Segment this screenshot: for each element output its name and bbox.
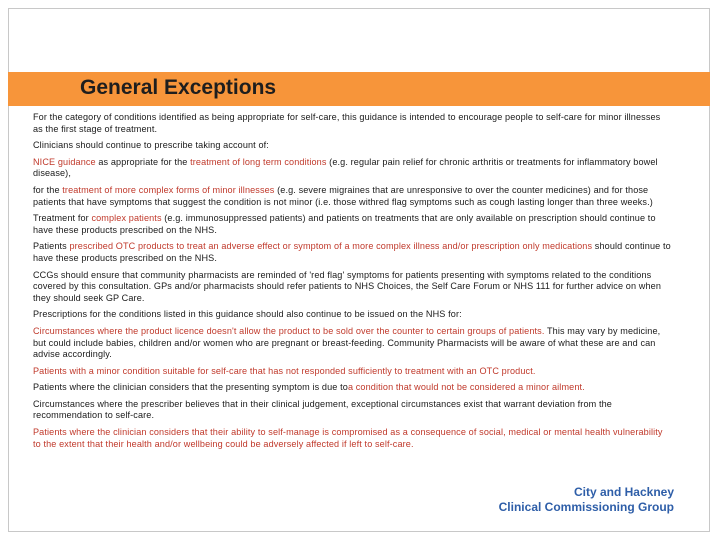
not-minor-item bbox=[33, 382, 671, 394]
otc-adverse-item bbox=[33, 241, 671, 264]
otc-adverse-text: prescribed OTC products to treat an adverse effect or symptom of a more complex illness and/or prescription only medications bbox=[69, 241, 593, 252]
slide-title: General Exceptions bbox=[80, 76, 277, 99]
item-text: (e.g. severe migraines that are unresponsive to over the counter medicines) and for those patients that have symptoms that suggest the condition is not minor (i.e. those withred flag symptoms such as cough lasting longer than three weeks.) bbox=[33, 184, 653, 207]
ccg-paragraph: CCGs should ensure that community pharmacists are reminded of 'red flag' symptoms for patients presenting with symptoms related to the conditions covered by this consultation. GPs and/or pharmacists should refer patients to NHS Choices, the Self Care Forum or NHS 111 for further advice on when they should seek GP Care. bbox=[33, 269, 662, 303]
item-text: This may vary by medicine, but could include babies, children and/or women who are pregnant or breast-feeding. Community Pharmacists will be aware of what these are and can advise accordingly. bbox=[33, 325, 661, 360]
item-text: (e.g. regular pain relief for chronic arthritis or treatments for inflammatory bowel disease), bbox=[33, 156, 658, 179]
long-term-text: treatment of long term conditions bbox=[190, 156, 327, 167]
item-text: should continue to have these products prescribed on the NHS. bbox=[33, 241, 671, 263]
logo-line-1: City and Hackney bbox=[573, 485, 674, 499]
item-text: as appropriate for the bbox=[95, 156, 191, 167]
not-minor-text: a condition that would not be considered a minor ailment. bbox=[347, 382, 585, 393]
complex-minor-item bbox=[33, 185, 671, 208]
complex-patients-item bbox=[33, 213, 671, 236]
nice-guidance-text: NICE guidance bbox=[33, 156, 96, 167]
prescriptions-intro: Prescriptions for the conditions listed in this guidance should also continue to be issued on the NHS for: bbox=[33, 309, 462, 320]
exceptional-item: Circumstances where the prescriber believes that in their clinical judgement, exceptional circumstances exist that warrant deviation from the recommendation to self-care. bbox=[33, 398, 612, 421]
item-text: Treatment for bbox=[33, 213, 92, 224]
logo-line-2: Clinical Commissioning Group bbox=[498, 500, 674, 514]
ccg-logo bbox=[478, 485, 674, 515]
intro-paragraph: For the category of conditions identified as being appropriate for self-care, this guidance is intended to encourage people to self-care for minor illnesses as the first stage of treatment. bbox=[33, 112, 661, 134]
item-text: for the bbox=[33, 184, 63, 195]
item-text: (e.g. immunosuppressed patients) and patients on treatments that are only available on prescription should continue to have these products prescribed on the NHS. bbox=[33, 213, 656, 235]
licence-text: Circumstances where the product licence doesn't allow the product to be sold over the counter to certain groups of patients. bbox=[33, 325, 545, 336]
clinicians-intro: Clinicians should continue to prescribe taking account of: bbox=[33, 140, 269, 151]
item-text: Patients bbox=[33, 241, 70, 252]
complex-minor-text: treatment of more complex forms of minor illnesses bbox=[62, 184, 275, 195]
complex-patients-text: complex patients bbox=[91, 213, 162, 224]
nice-guidance-item bbox=[33, 157, 671, 180]
slide-body bbox=[33, 112, 671, 455]
item-text: Patients where the clinician considers that the presenting symptom is due to bbox=[33, 382, 348, 393]
minor-not-responded-item: Patients with a minor condition suitable for self-care that has not responded sufficiently to treatment with an OTC product. bbox=[33, 365, 536, 376]
self-manage-item: Patients where the clinician considers that their ability to self-manage is compromised as a consequence of social, medical or mental health vulnerability to the extent that their health and/or wellbeing could be adversely affected if left to self-care. bbox=[33, 427, 663, 449]
licence-item bbox=[33, 326, 671, 361]
